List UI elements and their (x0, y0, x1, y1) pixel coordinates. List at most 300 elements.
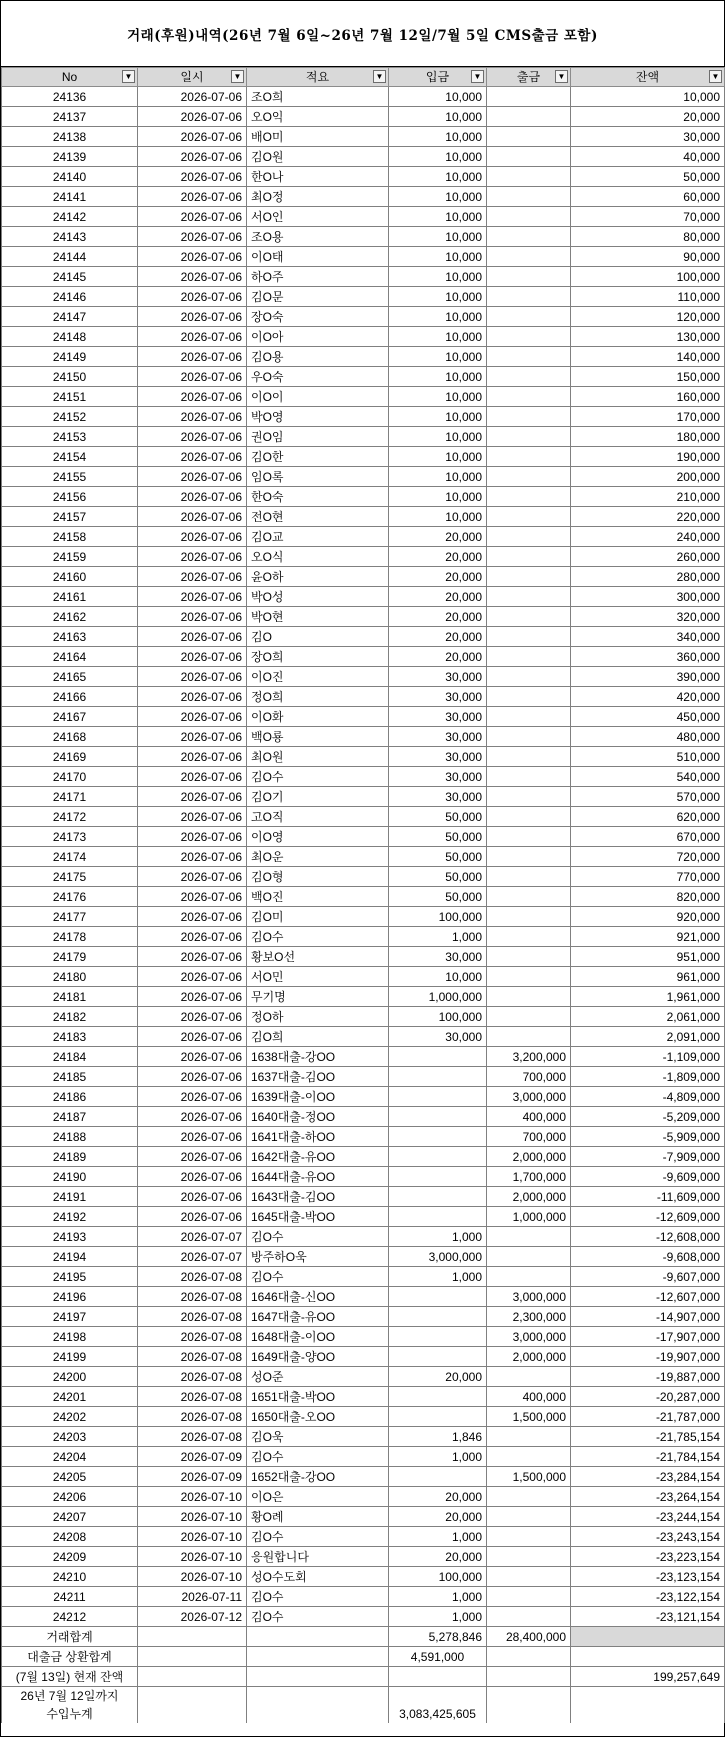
row-no: 24172 (2, 807, 138, 827)
row-withdrawal: 1,500,000 (487, 1407, 571, 1427)
filter-dropdown-icon[interactable]: ▼ (122, 70, 135, 83)
row-memo: 이O은 (247, 1487, 389, 1507)
row-deposit: 30,000 (389, 667, 487, 687)
row-date: 2026-07-06 (138, 367, 247, 387)
row-withdrawal (487, 407, 571, 427)
row-balance: 80,000 (571, 227, 725, 247)
row-withdrawal (487, 307, 571, 327)
row-memo: 이O영 (247, 827, 389, 847)
row-no: 24158 (2, 527, 138, 547)
table-row (2, 1467, 725, 1487)
table-row (2, 647, 725, 667)
row-withdrawal (487, 567, 571, 587)
empty-cell (247, 1667, 389, 1687)
row-date: 2026-07-06 (138, 1147, 247, 1167)
row-date: 2026-07-06 (138, 1127, 247, 1147)
row-date: 2026-07-06 (138, 1107, 247, 1127)
row-date: 2026-07-06 (138, 87, 247, 107)
title-bar (1, 1, 724, 67)
row-date: 2026-07-06 (138, 687, 247, 707)
row-no: 24182 (2, 1007, 138, 1027)
row-deposit: 20,000 (389, 547, 487, 567)
row-balance: 280,000 (571, 567, 725, 587)
table-row (2, 1247, 725, 1267)
trade-total-row (2, 1627, 725, 1647)
row-balance: -5,909,000 (571, 1127, 725, 1147)
row-withdrawal (487, 947, 571, 967)
row-date: 2026-07-10 (138, 1547, 247, 1567)
row-balance: 160,000 (571, 387, 725, 407)
row-withdrawal: 700,000 (487, 1127, 571, 1147)
row-memo: 전O현 (247, 507, 389, 527)
table-row (2, 787, 725, 807)
row-memo: 김O교 (247, 527, 389, 547)
row-withdrawal (487, 827, 571, 847)
row-no: 24153 (2, 427, 138, 447)
row-withdrawal (487, 1567, 571, 1587)
row-balance: -21,787,000 (571, 1407, 725, 1427)
row-balance: 60,000 (571, 187, 725, 207)
row-date: 2026-07-06 (138, 547, 247, 567)
row-withdrawal: 400,000 (487, 1107, 571, 1127)
table-row (2, 227, 725, 247)
row-no: 24183 (2, 1027, 138, 1047)
row-balance: -23,244,154 (571, 1507, 725, 1527)
row-withdrawal (487, 187, 571, 207)
row-balance: -9,607,000 (571, 1267, 725, 1287)
row-deposit: 1,000 (389, 1447, 487, 1467)
row-balance: 420,000 (571, 687, 725, 707)
row-balance: 540,000 (571, 767, 725, 787)
loan-repay-value: 4,591,000 (389, 1647, 487, 1667)
row-date: 2026-07-10 (138, 1487, 247, 1507)
table-row (2, 587, 725, 607)
row-date: 2026-07-06 (138, 707, 247, 727)
table-row (2, 447, 725, 467)
row-balance: -12,608,000 (571, 1227, 725, 1247)
row-balance: 300,000 (571, 587, 725, 607)
row-balance: -5,209,000 (571, 1107, 725, 1127)
table-row (2, 1367, 725, 1387)
row-no: 24194 (2, 1247, 138, 1267)
row-withdrawal: 1,500,000 (487, 1467, 571, 1487)
row-no: 24193 (2, 1227, 138, 1247)
row-deposit: 10,000 (389, 307, 487, 327)
row-date: 2026-07-06 (138, 907, 247, 927)
row-date: 2026-07-06 (138, 387, 247, 407)
row-date: 2026-07-06 (138, 1207, 247, 1227)
loan-repay-row (2, 1647, 725, 1667)
column-header-memo (247, 68, 389, 87)
table-row (2, 707, 725, 727)
row-balance: 100,000 (571, 267, 725, 287)
empty-cell (389, 1667, 487, 1687)
filter-dropdown-icon[interactable]: ▼ (231, 70, 244, 83)
row-balance: 180,000 (571, 427, 725, 447)
row-date: 2026-07-08 (138, 1287, 247, 1307)
table-row (2, 247, 725, 267)
row-memo: 무기명 (247, 987, 389, 1007)
row-no: 24205 (2, 1467, 138, 1487)
row-no: 24164 (2, 647, 138, 667)
row-withdrawal (487, 1267, 571, 1287)
table-row (2, 967, 725, 987)
row-balance: 110,000 (571, 287, 725, 307)
row-deposit: 50,000 (389, 867, 487, 887)
row-deposit: 10,000 (389, 187, 487, 207)
row-date: 2026-07-06 (138, 467, 247, 487)
row-date: 2026-07-08 (138, 1327, 247, 1347)
row-withdrawal (487, 127, 571, 147)
row-balance: -12,607,000 (571, 1287, 725, 1307)
row-withdrawal (487, 1547, 571, 1567)
row-deposit: 10,000 (389, 227, 487, 247)
row-withdrawal (487, 1587, 571, 1607)
row-date: 2026-07-07 (138, 1227, 247, 1247)
row-deposit: 10,000 (389, 207, 487, 227)
row-balance: 390,000 (571, 667, 725, 687)
row-withdrawal (487, 527, 571, 547)
row-memo: 김O수 (247, 1607, 389, 1627)
row-date: 2026-07-06 (138, 247, 247, 267)
empty-cell (138, 1627, 247, 1647)
row-deposit: 20,000 (389, 1487, 487, 1507)
row-balance: -23,123,154 (571, 1567, 725, 1587)
row-date: 2026-07-06 (138, 1087, 247, 1107)
row-date: 2026-07-10 (138, 1567, 247, 1587)
row-balance: 200,000 (571, 467, 725, 487)
row-withdrawal (487, 1487, 571, 1507)
row-withdrawal (487, 327, 571, 347)
table-row (2, 687, 725, 707)
row-balance: 570,000 (571, 787, 725, 807)
row-memo: 김O기 (247, 787, 389, 807)
row-deposit: 50,000 (389, 827, 487, 847)
row-deposit: 30,000 (389, 687, 487, 707)
row-balance: -11,609,000 (571, 1187, 725, 1207)
empty-cell (247, 1627, 389, 1647)
table-row (2, 867, 725, 887)
row-memo: 김O형 (247, 867, 389, 887)
empty-cell (487, 1667, 571, 1687)
table-row (2, 667, 725, 687)
row-date: 2026-07-06 (138, 1047, 247, 1067)
filter-dropdown-icon[interactable]: ▼ (709, 70, 722, 83)
row-balance: 920,000 (571, 907, 725, 927)
row-withdrawal: 700,000 (487, 1067, 571, 1087)
table-body (2, 87, 725, 1627)
table-row (2, 1567, 725, 1587)
row-balance: 30,000 (571, 127, 725, 147)
row-balance: 170,000 (571, 407, 725, 427)
row-memo: 백O진 (247, 887, 389, 907)
row-withdrawal (487, 367, 571, 387)
table-row (2, 307, 725, 327)
row-date: 2026-07-06 (138, 407, 247, 427)
row-deposit: 30,000 (389, 747, 487, 767)
empty-cell (571, 1627, 725, 1647)
column-header-withdrawal (487, 68, 571, 87)
filter-dropdown-icon[interactable]: ▼ (373, 70, 386, 83)
row-withdrawal (487, 847, 571, 867)
row-date: 2026-07-06 (138, 287, 247, 307)
row-no: 24171 (2, 787, 138, 807)
row-balance: 670,000 (571, 827, 725, 847)
row-memo: 방주하O욱 (247, 1247, 389, 1267)
row-deposit: 20,000 (389, 567, 487, 587)
row-deposit (389, 1187, 487, 1207)
row-no: 24173 (2, 827, 138, 847)
table-row (2, 987, 725, 1007)
table-row (2, 907, 725, 927)
row-memo: 우O숙 (247, 367, 389, 387)
row-deposit: 1,000 (389, 1267, 487, 1287)
row-no: 24208 (2, 1527, 138, 1547)
row-balance: -19,887,000 (571, 1367, 725, 1387)
row-balance: -20,287,000 (571, 1387, 725, 1407)
row-date: 2026-07-08 (138, 1427, 247, 1447)
table-row (2, 1447, 725, 1467)
table-row (2, 1007, 725, 1027)
row-memo: 1642대출-유OO (247, 1147, 389, 1167)
row-memo: 1644대출-유OO (247, 1167, 389, 1187)
table-row (2, 547, 725, 567)
row-date: 2026-07-06 (138, 1067, 247, 1087)
row-withdrawal (487, 267, 571, 287)
row-no: 24175 (2, 867, 138, 887)
row-date: 2026-07-06 (138, 127, 247, 147)
row-balance: 90,000 (571, 247, 725, 267)
row-deposit: 30,000 (389, 707, 487, 727)
row-withdrawal: 1,000,000 (487, 1207, 571, 1227)
table-row (2, 1287, 725, 1307)
row-balance: 50,000 (571, 167, 725, 187)
table-row (2, 127, 725, 147)
row-deposit: 10,000 (389, 127, 487, 147)
table-row (2, 1407, 725, 1427)
row-withdrawal (487, 1507, 571, 1527)
row-date: 2026-07-06 (138, 267, 247, 287)
row-deposit (389, 1287, 487, 1307)
row-balance: 120,000 (571, 307, 725, 327)
row-deposit: 10,000 (389, 507, 487, 527)
row-withdrawal (487, 1007, 571, 1027)
row-deposit: 1,000 (389, 1227, 487, 1247)
row-no: 24204 (2, 1447, 138, 1467)
row-memo: 최O원 (247, 747, 389, 767)
row-date: 2026-07-06 (138, 987, 247, 1007)
row-balance: -23,243,154 (571, 1527, 725, 1547)
table-row (2, 1547, 725, 1567)
row-balance: 130,000 (571, 327, 725, 347)
empty-cell (487, 1647, 571, 1667)
row-no: 24165 (2, 667, 138, 687)
row-memo: 1647대출-유OO (247, 1307, 389, 1327)
summary-section (2, 1627, 725, 1724)
row-no: 24139 (2, 147, 138, 167)
row-deposit: 20,000 (389, 1507, 487, 1527)
row-memo: 김O수 (247, 767, 389, 787)
filter-dropdown-icon[interactable]: ▼ (471, 70, 484, 83)
row-deposit (389, 1127, 487, 1147)
row-no: 24179 (2, 947, 138, 967)
column-header-label: 적요 (305, 70, 330, 84)
table-row (2, 1607, 725, 1627)
row-withdrawal: 2,000,000 (487, 1187, 571, 1207)
table-row (2, 1267, 725, 1287)
current-balance-row (2, 1667, 725, 1687)
row-deposit: 1,000 (389, 927, 487, 947)
row-withdrawal (487, 667, 571, 687)
row-balance: 450,000 (571, 707, 725, 727)
row-date: 2026-07-06 (138, 927, 247, 947)
row-date: 2026-07-06 (138, 347, 247, 367)
table-row (2, 727, 725, 747)
row-date: 2026-07-06 (138, 747, 247, 767)
row-withdrawal (487, 1367, 571, 1387)
row-balance: -17,907,000 (571, 1327, 725, 1347)
row-withdrawal (487, 347, 571, 367)
row-withdrawal (487, 787, 571, 807)
row-deposit (389, 1387, 487, 1407)
table-row (2, 187, 725, 207)
table-row (2, 1527, 725, 1547)
row-memo: 임O록 (247, 467, 389, 487)
row-memo: 김O수 (247, 1447, 389, 1467)
column-header-label: 입금 (425, 70, 450, 84)
row-balance: 220,000 (571, 507, 725, 527)
row-balance: 260,000 (571, 547, 725, 567)
row-no: 24178 (2, 927, 138, 947)
row-no: 24144 (2, 247, 138, 267)
row-withdrawal (487, 387, 571, 407)
row-no: 24142 (2, 207, 138, 227)
row-deposit: 10,000 (389, 87, 487, 107)
row-no: 24149 (2, 347, 138, 367)
row-memo: 1641대출-하OO (247, 1127, 389, 1147)
empty-cell (138, 1687, 247, 1724)
row-memo: 김O (247, 627, 389, 647)
row-deposit: 10,000 (389, 247, 487, 267)
empty-cell (571, 1687, 725, 1724)
row-date: 2026-07-06 (138, 227, 247, 247)
row-memo: 윤O하 (247, 567, 389, 587)
column-header-label: No (61, 70, 78, 84)
row-deposit: 100,000 (389, 907, 487, 927)
row-deposit: 50,000 (389, 807, 487, 827)
row-no: 24163 (2, 627, 138, 647)
row-date: 2026-07-08 (138, 1367, 247, 1387)
row-balance: -12,609,000 (571, 1207, 725, 1227)
row-withdrawal: 3,000,000 (487, 1087, 571, 1107)
row-deposit (389, 1207, 487, 1227)
filter-dropdown-icon[interactable]: ▼ (555, 70, 568, 83)
table-row (2, 1307, 725, 1327)
row-memo: 황O례 (247, 1507, 389, 1527)
row-no: 24138 (2, 127, 138, 147)
table-row (2, 607, 725, 627)
row-balance: 320,000 (571, 607, 725, 627)
row-withdrawal (487, 867, 571, 887)
row-deposit: 30,000 (389, 727, 487, 747)
row-balance: 1,961,000 (571, 987, 725, 1007)
row-deposit (389, 1167, 487, 1187)
row-date: 2026-07-06 (138, 427, 247, 447)
trade-total-deposit: 5,278,846 (389, 1627, 487, 1647)
row-memo: 이O태 (247, 247, 389, 267)
row-deposit (389, 1047, 487, 1067)
row-memo: 1637대출-김OO (247, 1067, 389, 1087)
row-memo: 정O하 (247, 1007, 389, 1027)
transaction-table (1, 67, 725, 1723)
row-memo: 오O식 (247, 547, 389, 567)
row-balance: 150,000 (571, 367, 725, 387)
row-no: 24180 (2, 967, 138, 987)
row-date: 2026-07-06 (138, 147, 247, 167)
row-date: 2026-07-06 (138, 607, 247, 627)
row-date: 2026-07-06 (138, 527, 247, 547)
row-balance: 2,091,000 (571, 1027, 725, 1047)
table-row (2, 367, 725, 387)
row-date: 2026-07-11 (138, 1587, 247, 1607)
row-withdrawal (487, 207, 571, 227)
row-deposit: 1,846 (389, 1427, 487, 1447)
table-row (2, 767, 725, 787)
row-date: 2026-07-06 (138, 167, 247, 187)
row-deposit: 10,000 (389, 167, 487, 187)
row-no: 24147 (2, 307, 138, 327)
income-cumulative-label-line2: 수입누계 (46, 1707, 93, 1721)
income-cumulative-label (2, 1687, 138, 1724)
row-no: 24151 (2, 387, 138, 407)
table-row (2, 1147, 725, 1167)
row-memo: 백O룡 (247, 727, 389, 747)
table-row (2, 427, 725, 447)
row-balance: -21,784,154 (571, 1447, 725, 1467)
row-memo: 최O정 (247, 187, 389, 207)
row-deposit: 10,000 (389, 267, 487, 287)
row-memo: 1646대출-신OO (247, 1287, 389, 1307)
row-date: 2026-07-06 (138, 447, 247, 467)
row-memo: 김O희 (247, 1027, 389, 1047)
row-withdrawal (487, 587, 571, 607)
row-withdrawal (487, 227, 571, 247)
row-date: 2026-07-06 (138, 1027, 247, 1047)
row-no: 24206 (2, 1487, 138, 1507)
row-deposit: 1,000 (389, 1527, 487, 1547)
row-memo: 김O수 (247, 1587, 389, 1607)
row-deposit: 30,000 (389, 767, 487, 787)
row-no: 24200 (2, 1367, 138, 1387)
table-row (2, 1027, 725, 1047)
row-deposit: 10,000 (389, 407, 487, 427)
row-withdrawal (487, 747, 571, 767)
row-balance: 961,000 (571, 967, 725, 987)
row-memo: 권O임 (247, 427, 389, 447)
row-date: 2026-07-07 (138, 1247, 247, 1267)
row-memo: 하O주 (247, 267, 389, 287)
row-no: 24162 (2, 607, 138, 627)
row-memo: 한O숙 (247, 487, 389, 507)
row-no: 24187 (2, 1107, 138, 1127)
row-withdrawal: 2,000,000 (487, 1347, 571, 1367)
row-no: 24167 (2, 707, 138, 727)
row-no: 24211 (2, 1587, 138, 1607)
row-memo: 김O수 (247, 1527, 389, 1547)
empty-cell (138, 1667, 247, 1687)
row-memo: 고O직 (247, 807, 389, 827)
row-withdrawal (487, 727, 571, 747)
